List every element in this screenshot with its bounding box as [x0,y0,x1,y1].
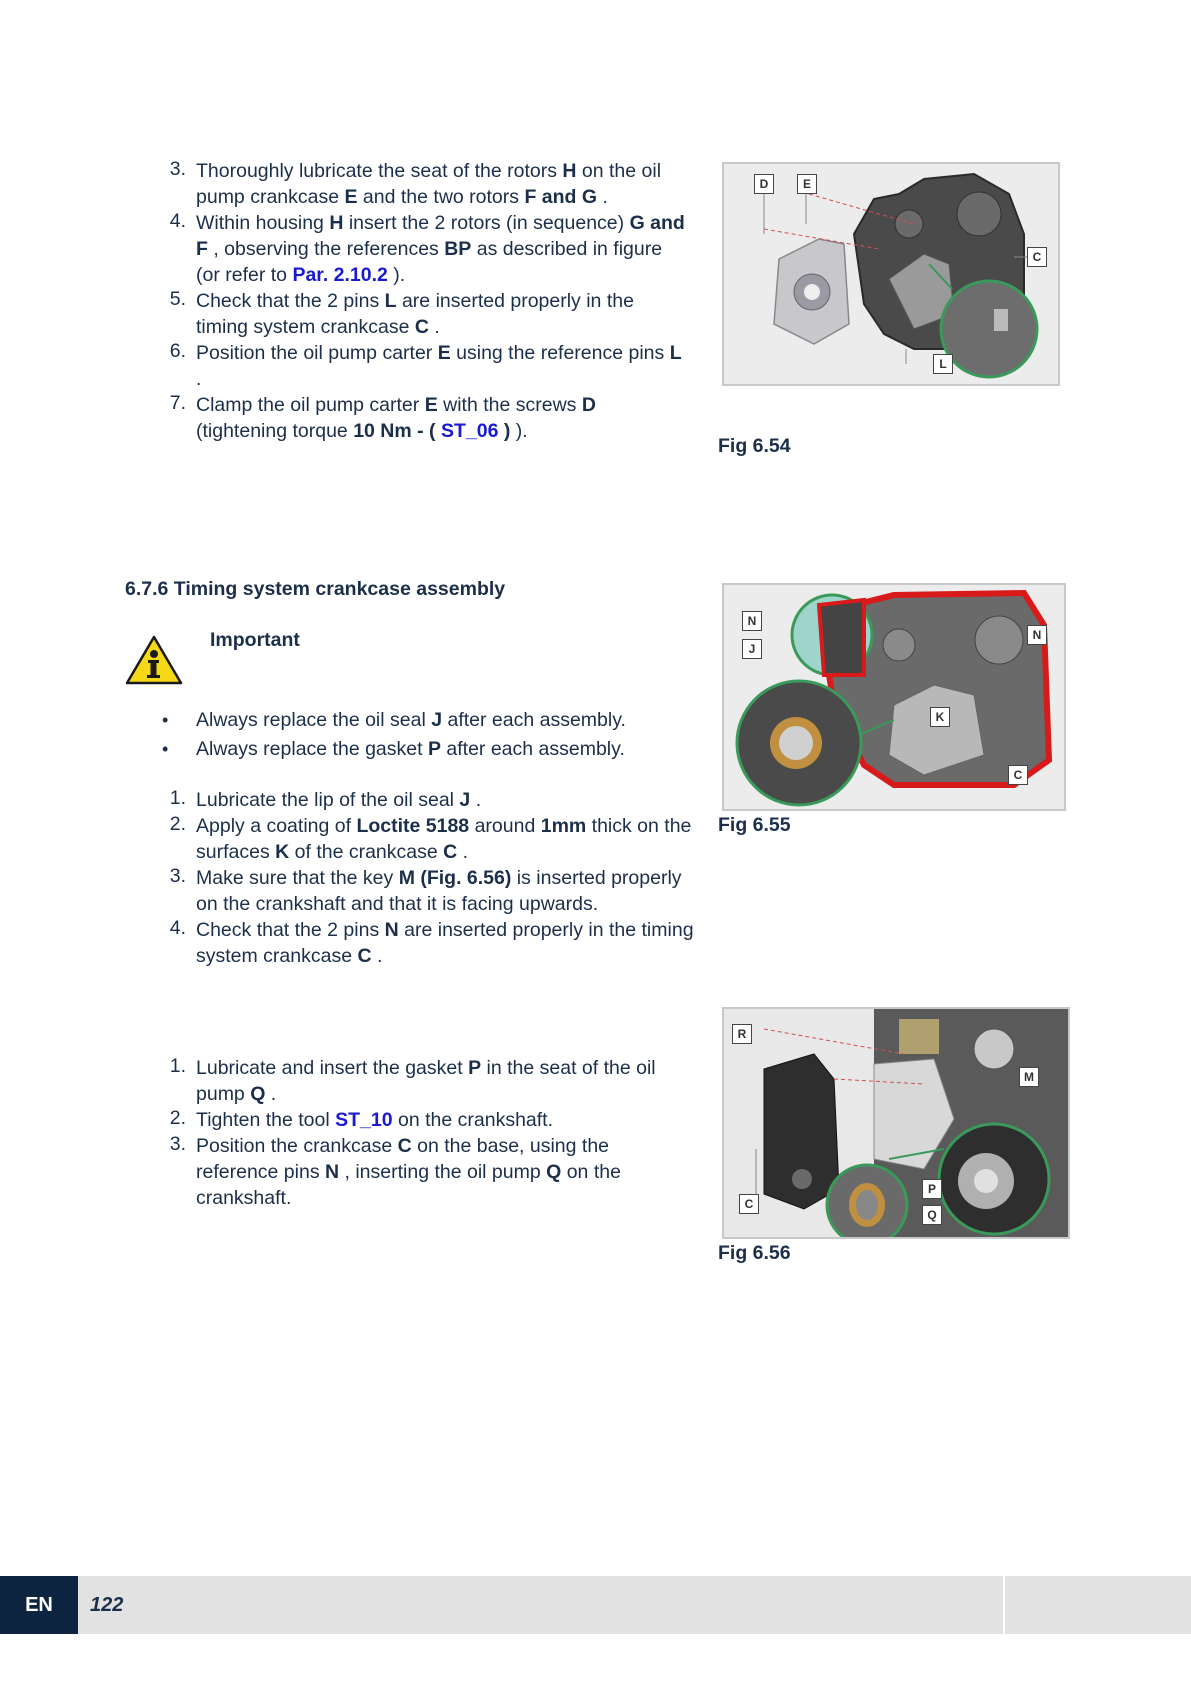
text-run: is inserted properly on the crankshaft and that it is facing upwards. [196,867,682,915]
text-run: Position the oil pump carter [196,342,438,364]
text-run: Always replace the gasket [196,738,428,760]
section-heading: 6.7.6 Timing system crankcase assembly [125,578,506,600]
callout-label-e: E [797,174,817,194]
figure-6-54 [722,162,1060,386]
bold-term: 10 Nm - ( [353,420,441,442]
bold-term: Loctite 5188 [356,815,470,837]
footer-divider [1003,1576,1005,1634]
callout-label-c: C [739,1194,759,1214]
text-run: with the screws [437,394,582,416]
step-item [160,1055,690,1107]
language-tag: EN [0,1576,78,1634]
text-run: Apply a coating of [196,815,357,837]
bold-term: E [424,394,438,416]
reference-link[interactable]: ST_06 [440,420,499,442]
callout-label-m: M [1019,1067,1039,1087]
step-number: 2. [169,813,186,835]
steps-list [160,1055,690,1211]
text-run: Tighten the tool [196,1109,336,1131]
bullet-list [160,707,690,762]
bold-term: P [468,1057,482,1079]
step-number: 3. [169,1133,186,1155]
callout-label-d: D [754,174,774,194]
bold-term: D [581,394,596,416]
crankshaft-assembly-illustration [724,1009,1068,1237]
step-number: 5. [169,288,186,310]
text-run: Lubricate the lip of the oil seal [196,789,460,811]
text-run: on the base, using the reference pins [196,1135,610,1183]
callout-label-p: P [922,1179,942,1199]
bullet-item [160,707,690,733]
step-item [160,917,700,969]
bold-term: C [357,945,372,967]
callout-label-n-left: N [742,611,762,631]
text-run: as described in figure (or refer to [196,238,663,286]
step-number: 6. [169,340,186,362]
text-run: Lubricate and insert the gasket [196,1057,469,1079]
text-run: ). [387,264,406,286]
step-item [160,813,700,865]
text-run: after each assembly. [440,738,625,760]
step-number: 1. [169,1055,186,1077]
callout-label-c: C [1027,247,1047,267]
text-run: Within housing [196,212,330,234]
text-run: Check that the 2 pins [196,290,385,312]
text-run: . [196,368,202,390]
text-run: after each assembly. [442,709,626,731]
bold-term: L [669,342,682,364]
callout-label-r: R [732,1024,752,1044]
step-item [160,1133,690,1211]
text-run: are inserted properly in the timing system crankcase [196,919,694,967]
text-run: ). [510,420,528,442]
step-item [160,288,690,340]
text-run: . [371,945,383,967]
step-item [160,340,690,392]
bullet-item [160,736,690,762]
bold-term: Q [250,1083,266,1105]
text-run: . [457,841,469,863]
bullet-marker: • [162,739,169,759]
step-number: 3. [169,158,186,180]
bold-term: BP [444,238,472,260]
bold-term: K [275,841,290,863]
text-run: are inserted properly in the timing system crankcase [196,290,634,338]
bold-term: E [437,342,451,364]
text-run: , inserting the oil pump [339,1161,547,1183]
step-number: 7. [169,392,186,414]
text-run: Thoroughly lubricate the seat of the rotors [196,160,563,182]
text-run: around [469,815,541,837]
step-number: 2. [169,1107,186,1129]
bold-term: M (Fig. 6.56) [398,867,512,889]
steps-list [160,787,700,969]
text-run: Make sure that the key [196,867,399,889]
bullet-notes [160,707,690,765]
bold-term: J [431,709,443,731]
text-run: using the reference pins [450,342,670,364]
bold-term: C [397,1135,412,1157]
bold-term: H [562,160,577,182]
bold-term: P [427,738,441,760]
step-item [160,865,700,917]
figure-6-56 [722,1007,1070,1239]
bold-term: G and F [196,212,685,260]
text-run: in the seat of the oil pump [196,1057,656,1105]
text-run: . [265,1083,277,1105]
step-item [160,392,690,444]
page-number: 122 [90,1594,124,1616]
important-label: Important [210,629,300,651]
bullet-marker: • [162,710,169,730]
callout-label-c: C [1008,765,1028,785]
step-item [160,210,690,288]
bold-term: C [443,841,458,863]
bold-term: L [384,290,397,312]
callout-label-q: Q [922,1205,942,1225]
text-run: Always replace the oil seal [196,709,432,731]
figure-6-55 [722,583,1066,811]
oil-pump-illustration [724,164,1058,384]
figure-caption-6-55: Fig 6.55 [718,814,791,836]
text-run: (tightening torque [196,420,354,442]
text-run: and the two rotors [357,186,525,208]
page-footer [0,1576,1191,1634]
text-run: on the crankshaft. [196,1161,621,1209]
bold-term: J [459,789,471,811]
text-run: of the crankcase [289,841,444,863]
text-run: Position the crankcase [196,1135,398,1157]
callout-label-n-right: N [1027,625,1047,645]
text-run: on the crankshaft. [392,1109,554,1131]
reference-link[interactable]: ST_10 [335,1109,393,1131]
bold-term: N [325,1161,340,1183]
text-run: . [429,316,440,338]
callout-label-k: K [930,707,950,727]
figure-caption-6-54: Fig 6.54 [718,435,791,457]
text-run: . [470,789,482,811]
text-run: thick on the surfaces [196,815,692,863]
text-run: , observing the references [207,238,445,260]
step-number: 4. [169,210,186,232]
step-number: 3. [169,865,186,887]
section-oil-pump-steps [160,158,690,444]
step-item [160,158,690,210]
bold-term: ) [498,420,511,442]
section-crankcase-steps [160,787,700,969]
steps-list [160,158,690,444]
bold-term: N [384,919,399,941]
bold-term: Q [546,1161,562,1183]
bold-term: F and G [524,186,598,208]
bold-term: E [344,186,358,208]
reference-link[interactable]: Par. 2.10.2 [292,264,388,286]
bold-term: H [329,212,344,234]
text-run: on the oil pump crankcase [196,160,662,208]
figure-caption-6-56: Fig 6.56 [718,1242,791,1264]
section-install-steps [160,1055,690,1211]
step-number: 4. [169,917,186,939]
step-item [160,1107,690,1133]
text-run: Check that the 2 pins [196,919,385,941]
text-run: insert the 2 rotors (in sequence) [343,212,630,234]
callout-label-l: L [933,354,953,374]
step-number: 1. [169,787,186,809]
step-item [160,787,700,813]
callout-label-j: J [742,639,762,659]
text-run: . [597,186,608,208]
bold-term: 1mm [540,815,587,837]
text-run: Clamp the oil pump carter [196,394,425,416]
warning-icon [125,634,183,686]
bold-term: C [414,316,429,338]
